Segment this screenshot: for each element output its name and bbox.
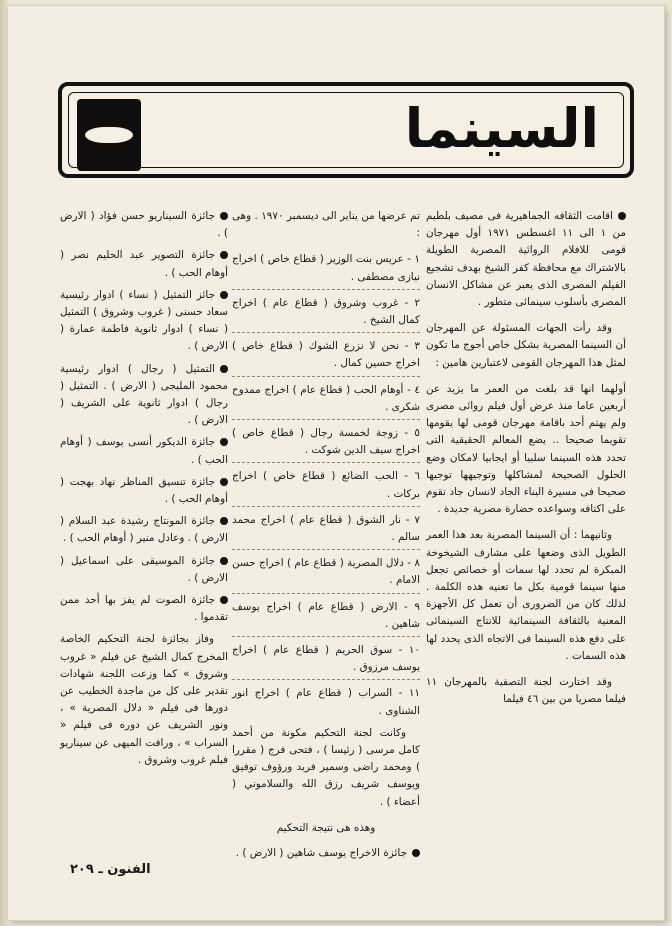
award-item: جائزة الصوت لم يفز بها أحد ممن تقدموا . [60,594,228,624]
paragraph: أولهما انها قد بلغت من العمر ما يزيد عن أربعين عاما منذ عرض أول فيلم روائى مصرى ولم يهتم أحد باقامة مهرجان قومى لها يقومها تقويما صحيحا .. يضع المعالم الحقيقية التى تحدد هذه السينما سلبيا أو ايجابيا لامكان وضع الحلول الصحيحة لمشاكلها وتوجيهها توجيها صحيحا فى مسيرة البناء الجاد لانسان جاد تقوم على اكتافه وسواعده حضارة مصرية جديدة . [426,382,626,516]
film-list-item: ٦ - الحب الضائع ( قطاع خاص ) اخراج بركات . [232,468,420,506]
award-item: جائزة الموسيقى على اسماعيل ( الارض ) . [60,554,228,584]
bullet-icon [220,517,228,525]
award-item: جائزة الاخراج يوسف شاهين ( الارض ) . [232,845,420,862]
bullet-icon [220,596,228,604]
film-list-item: ٨ - دلال المصرية ( قطاع عام ) اخراج حسن الامام . [232,555,420,593]
bullet-icon [220,365,228,373]
award-item: جائزة السيناريو حسن فؤاد ( الارض ) . [60,210,228,240]
film-list-item: ٧ - نار الشوق ( قطاع عام ) اخراج محمد سالم . [232,512,420,550]
bullet-icon [220,291,228,299]
film-list-item: ٣ - نحن لا نزرع الشوك ( قطاع خاص ) اخراج حسين كمال . [232,338,420,376]
logo-slot [85,127,133,143]
column-middle [232,208,420,871]
film-list-item: ٤ - أوهام الحب ( قطاع عام ) اخراج ممدوح شكرى . [232,382,420,420]
film-list-item: ١٠ - سوق الحريم ( قطاع عام ) اخراج يوسف مرزوق . [232,642,420,680]
paragraph: وثانيهما : أن السينما المصرية بعد هذا العمر الطويل الذى وضعها على مشارف الشيخوخة المبكرة لم تحدد لها سمات أو خصائص تجعل منها سينما قومية بكل ما تعنيه هذه الكلمة . لذلك كان من الضرورى أن تعمل كل الأجهزة المعنية بالثقافة السينمائية للانتاج السينمائى على دفع هذه السينما فى الاتجاه الذى يحدد لها هذه السمات . [426,529,626,662]
award-item: جائزة التصوير عبد الحليم نصر ( أوهام الحب ) . [60,249,228,279]
films-intro: تم عرضها من يناير الى ديسمبر ١٩٧٠ . وهى : [232,210,420,240]
page-footer: الفنون ـ ٢٠٩ [70,862,151,877]
bullet-icon [412,849,420,857]
paragraph: وقد رأت الجهات المسئولة عن المهرجان أن السينما المصرية بشكل خاص أحوج ما تكون لمثل هذا المهرجان القومى لاعتبارين هامين : [426,322,626,369]
bullet-icon [220,438,228,446]
intro-paragraph: اقامت الثقافه الجماهيرية فى مصيف بلطيم من ١ الى ١١ اغسطس ١٩٧١ أول مهرجان قومى للافلام الروائية المصرية الطويلة بالاشتراك مع محافظة كفر الشيخ بهدف تشجيع الفيلم المصرى الذى يعبر عن مشاكل الانسان المصرى بأسلوب سينمائى متطور . [426,210,626,309]
bullet-icon [220,557,228,565]
film-list-item: ٢ - غروب وشروق ( قطاع عام ) اخراج كمال الشيخ . [232,295,420,333]
closing-paragraph: وفاز بجائزة لجنة التحكيم الخاصة المخرج كمال الشيخ عن فيلم « غروب وشروق » كما وزعت اللجنة شهادات تقدير على كل من ماجدة الخطيب عن دورها فى فيلم « دلال المصرية » ، ونور الشريف عن دوره فى فيلم « السراب » ، ورافت الميهى عن سيناريو فيلم غروب وشروق . [60,633,228,766]
award-item: التمثيل ( رجال ) ادوار رئيسية محمود المليجى ( الارض ) . التمثيل ( رجال ) ادوار ثانوية على الشريف ( الارض ) . [60,362,228,427]
section-title: السينما [404,97,599,160]
film-list-item: ٩ - الارض ( قطاع عام ) اخراج يوسف شاهين . [232,599,420,637]
award-item: جائزة تنسيق المناظر نهاد بهجت ( أوهام الحب ) . [60,475,228,506]
award-item: جائز التمثيل ( نساء ) ادوار رئيسية سعاد حسنى ( غروب وشروق ) التمثيل ( نساء ) ادوار ثانوية فاطمة عمارة ( الارض ) . [60,288,228,353]
bullet-icon [220,478,228,486]
film-list-item: ٥ - زوجة لخمسة رجال ( قطاع خاص ) اخراج سيف الدين شوكت . [232,425,420,463]
film-list-item: ١ - عريس بنت الوزير ( قطاع خاص ) اخراج نيازى مصطفى . [232,251,420,289]
results-heading: وهذه هى نتيجة التحكيم [276,821,376,834]
film-list-item: ١١ - السراب ( قطاع عام ) اخراج انور الشناوى . [232,687,420,717]
paragraph: وقد اختارت لجنة التصفية بالمهرجان ١١ فيلما مصريا من بين ٤٦ فيلما [426,676,626,706]
bullet-icon [220,251,228,259]
header-inner-frame [68,92,624,168]
jury-paragraph: وكانت لجنة التحكيم مكونة من أحمد كامل مرسى ( رئيسا ) ، فتحى فرج ( مقررا ) ومحمد راضى وسمير فريد ورؤوف توفيق ويوسف شريف رزق الله والسلاموني ( أعضاء ) . [232,726,420,808]
bullet-icon [618,212,626,220]
column-right [426,208,626,717]
film-logo-icon [77,99,141,171]
column-left [60,208,228,778]
award-item: جائزة المونتاج رشيدة عبد السلام ( الارض ) . وعادل منير ( أوهام الحب ) . [60,515,228,545]
bullet-icon [220,212,228,220]
award-item: جائزة الديكور أنسى يوسف ( أوهام الحب ) . [60,436,228,466]
section-header [58,82,634,178]
